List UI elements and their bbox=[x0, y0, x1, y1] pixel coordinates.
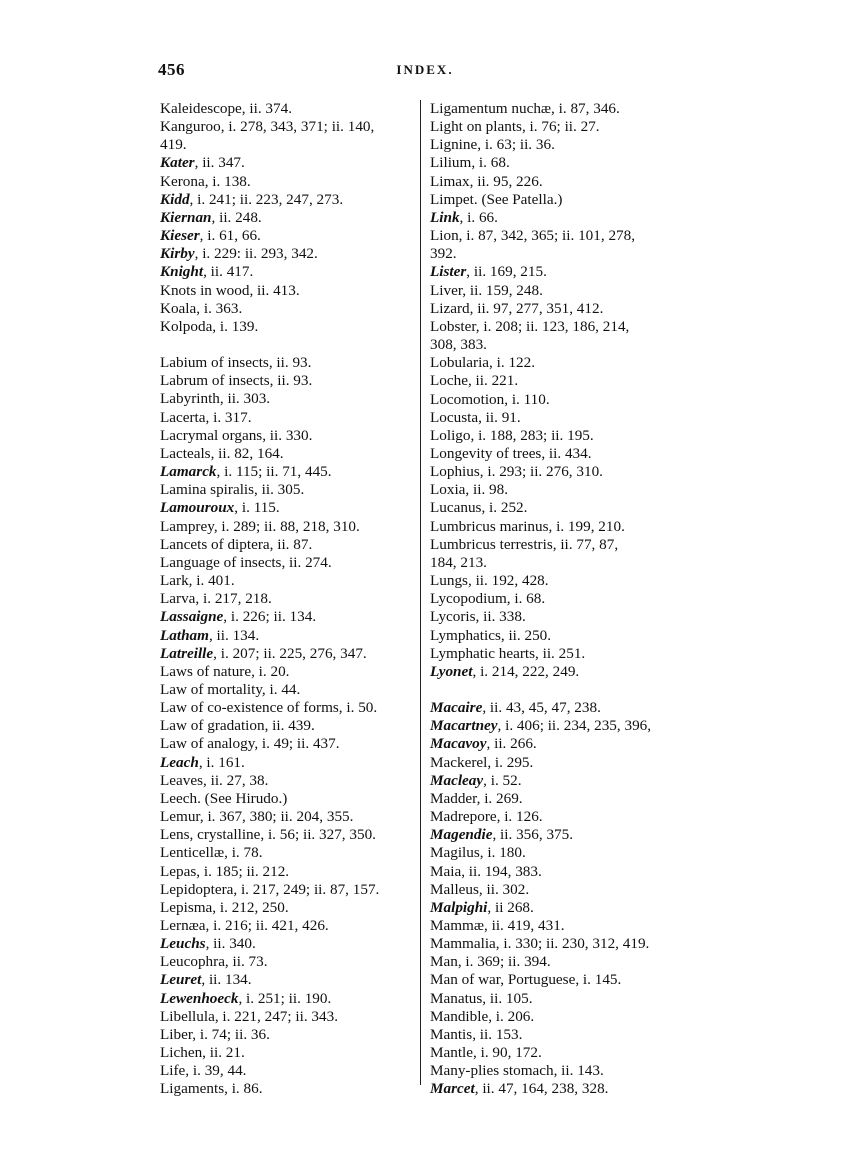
entry-text: Lucanus, i. 252. bbox=[430, 499, 528, 517]
index-entry bbox=[160, 1062, 422, 1080]
index-entry bbox=[430, 754, 692, 772]
index-entry bbox=[160, 990, 422, 1008]
index-entry bbox=[430, 663, 692, 681]
index-entry bbox=[160, 118, 422, 136]
author-name: Knight bbox=[160, 263, 204, 281]
entry-text: Kanguroo, i. 278, 343, 371; ii. 140, bbox=[160, 118, 375, 136]
index-column-left bbox=[160, 100, 422, 1099]
entry-text: , i. 61, 66. bbox=[199, 227, 261, 245]
entry-text: Man of war, Portuguese, i. 145. bbox=[430, 971, 622, 989]
index-entry bbox=[430, 372, 692, 390]
index-entry bbox=[430, 917, 692, 935]
entry-text: Lilium, i. 68. bbox=[430, 154, 510, 172]
entry-text: Lamprey, i. 289; ii. 88, 218, 310. bbox=[160, 517, 360, 535]
entry-text: , i. 207; ii. 225, 276, 347. bbox=[213, 644, 367, 662]
entry-text: , ii. 134. bbox=[208, 626, 260, 644]
entry-text: 308, 383. bbox=[430, 336, 487, 354]
entry-text: , i. 115; ii. 71, 445. bbox=[216, 463, 332, 481]
index-entry bbox=[430, 409, 692, 427]
entry-text: Law of analogy, i. 49; ii. 437. bbox=[160, 735, 340, 753]
entry-text: Law of gradation, ii. 439. bbox=[160, 717, 315, 735]
entry-text: Lark, i. 401. bbox=[160, 572, 235, 590]
entry-text: Kaleidescope, ii. 374. bbox=[160, 100, 293, 117]
index-entry bbox=[430, 1008, 692, 1026]
entry-text: Lepisma, i. 212, 250. bbox=[160, 898, 289, 916]
entry-text: , i. 251; ii. 190. bbox=[238, 989, 332, 1007]
entry-text: Lycoris, ii. 338. bbox=[430, 608, 526, 626]
index-entry bbox=[160, 390, 422, 408]
entry-text: Knots in wood, ii. 413. bbox=[160, 281, 300, 299]
entry-text: Lobularia, i. 122. bbox=[430, 354, 536, 372]
author-name: Marcet bbox=[430, 1080, 475, 1098]
entry-text: Lion, i. 87, 342, 365; ii. 101, 278, bbox=[430, 227, 636, 245]
index-entry bbox=[160, 282, 422, 300]
author-name: Magendie bbox=[430, 826, 493, 844]
index-entry bbox=[160, 953, 422, 971]
entry-text: , ii. 134. bbox=[201, 971, 252, 989]
index-entry bbox=[160, 881, 422, 899]
entry-text: Longevity of trees, ii. 434. bbox=[430, 444, 592, 462]
running-head: INDEX. bbox=[396, 62, 454, 77]
entry-text: , ii. 266. bbox=[486, 735, 537, 753]
author-name: Latreille bbox=[160, 644, 214, 662]
index-entry bbox=[160, 826, 422, 844]
author-name: Lamarck bbox=[160, 463, 217, 481]
index-entry bbox=[430, 136, 692, 154]
index-entry bbox=[160, 1008, 422, 1026]
index-entry bbox=[160, 1080, 422, 1098]
entry-text: Lemur, i. 367, 380; ii. 204, 355. bbox=[160, 808, 354, 826]
author-name: Malpighi bbox=[430, 898, 488, 916]
index-entry bbox=[430, 518, 692, 536]
entry-text: Lamina spiralis, ii. 305. bbox=[160, 481, 305, 499]
index-entry bbox=[430, 971, 692, 989]
index-entry bbox=[430, 481, 692, 499]
author-name: Kiernan bbox=[160, 208, 212, 226]
index-entry bbox=[160, 318, 422, 336]
index-entry bbox=[160, 735, 422, 753]
index-entry bbox=[160, 645, 422, 663]
index-entry bbox=[160, 499, 422, 517]
index-entry bbox=[430, 445, 692, 463]
entry-text: 392. bbox=[430, 245, 457, 263]
author-name: Leach bbox=[160, 753, 199, 771]
index-entry bbox=[430, 935, 692, 953]
index-entry bbox=[430, 808, 692, 826]
entry-text: Mantle, i. 90, 172. bbox=[430, 1044, 542, 1062]
entry-text: , i. 52. bbox=[483, 771, 522, 789]
entry-text: Magilus, i. 180. bbox=[430, 844, 526, 862]
entry-text: Life, i. 39, 44. bbox=[160, 1062, 247, 1080]
author-name: Kater bbox=[160, 154, 195, 172]
entry-text: Lepidoptera, i. 217, 249; ii. 87, 157. bbox=[160, 880, 380, 898]
index-entry bbox=[430, 100, 692, 118]
index-entry bbox=[430, 1044, 692, 1062]
entry-text: Laws of nature, i. 20. bbox=[160, 662, 290, 680]
index-entry bbox=[430, 772, 692, 790]
index-entry bbox=[160, 971, 422, 989]
entry-text: , i. 406; ii. 234, 235, 396, bbox=[497, 717, 652, 735]
section-gap bbox=[160, 336, 422, 354]
author-name: Macleay bbox=[430, 771, 484, 789]
index-entry bbox=[160, 191, 422, 209]
author-name: Leuchs bbox=[160, 935, 206, 953]
entry-text: Lymphatic hearts, ii. 251. bbox=[430, 644, 586, 662]
index-entry bbox=[430, 554, 692, 572]
entry-text: Labium of insects, ii. 93. bbox=[160, 354, 312, 372]
index-entry bbox=[430, 1080, 692, 1098]
entry-text: Mackerel, i. 295. bbox=[430, 753, 534, 771]
entry-text: Lignine, i. 63; ii. 36. bbox=[430, 136, 555, 154]
entry-text: Mantis, ii. 153. bbox=[430, 1025, 523, 1043]
index-entry bbox=[160, 173, 422, 191]
index-entry bbox=[430, 844, 692, 862]
index-entry bbox=[160, 808, 422, 826]
entry-text: Lobster, i. 208; ii. 123, 186, 214, bbox=[430, 317, 630, 335]
index-entry bbox=[430, 354, 692, 372]
author-name: Kirby bbox=[160, 245, 195, 263]
entry-text: Loligo, i. 188, 283; ii. 195. bbox=[430, 426, 594, 444]
entry-text: Lichen, ii. 21. bbox=[160, 1044, 245, 1062]
entry-text: Limax, ii. 95, 226. bbox=[430, 172, 543, 190]
author-name: Leuret bbox=[160, 971, 202, 989]
index-entry bbox=[160, 409, 422, 427]
index-entry bbox=[430, 300, 692, 318]
entry-text: , ii. 340. bbox=[205, 935, 256, 953]
index-entry bbox=[430, 627, 692, 645]
entry-text: Leech. (See Hirudo.) bbox=[160, 789, 288, 807]
index-entry bbox=[430, 590, 692, 608]
entry-text: Mammæ, ii. 419, 431. bbox=[430, 917, 565, 935]
index-entry bbox=[430, 318, 692, 336]
index-entry bbox=[430, 463, 692, 481]
index-entry bbox=[430, 391, 692, 409]
entry-text: , ii. 417. bbox=[203, 263, 254, 281]
author-name: Lister bbox=[430, 263, 467, 281]
author-name: Lamouroux bbox=[160, 499, 235, 517]
index-entry bbox=[160, 427, 422, 445]
index-entry bbox=[160, 554, 422, 572]
index-entry bbox=[430, 427, 692, 445]
entry-text: Liber, i. 74; ii. 36. bbox=[160, 1025, 270, 1043]
entry-text: 419. bbox=[160, 136, 187, 154]
index-entry bbox=[430, 735, 692, 753]
entry-text: Mammalia, i. 330; ii. 230, 312, 419. bbox=[430, 935, 650, 953]
entry-text: Light on plants, i. 76; ii. 27. bbox=[430, 118, 600, 136]
index-entry bbox=[160, 590, 422, 608]
index-entry bbox=[160, 935, 422, 953]
entry-text: Locomotion, i. 110. bbox=[430, 390, 550, 408]
entry-text: Lymphatics, ii. 250. bbox=[430, 626, 552, 644]
index-entry bbox=[430, 282, 692, 300]
author-name: Lyonet bbox=[430, 662, 473, 680]
entry-text: Larva, i. 217, 218. bbox=[160, 590, 272, 608]
index-entry bbox=[430, 881, 692, 899]
entry-text: Ligaments, i. 86. bbox=[160, 1080, 263, 1098]
entry-text: Leaves, ii. 27, 38. bbox=[160, 771, 269, 789]
index-entry bbox=[160, 263, 422, 281]
index-entry bbox=[160, 717, 422, 735]
entry-text: Madder, i. 269. bbox=[430, 789, 523, 807]
index-entry bbox=[430, 1062, 692, 1080]
author-name: Macartney bbox=[430, 717, 498, 735]
index-entry bbox=[430, 118, 692, 136]
entry-text: Lumbricus terrestris, ii. 77, 87, bbox=[430, 535, 619, 553]
entry-text: Liver, ii. 159, 248. bbox=[430, 281, 543, 299]
entry-text: , ii. 347. bbox=[194, 154, 245, 172]
entry-text: Law of mortality, i. 44. bbox=[160, 680, 301, 698]
section-gap bbox=[430, 681, 692, 699]
author-name: Kieser bbox=[160, 227, 200, 245]
entry-text: , i. 226; ii. 134. bbox=[223, 608, 317, 626]
entry-text: , ii. 47, 164, 238, 328. bbox=[474, 1080, 609, 1098]
entry-text: Loche, ii. 221. bbox=[430, 372, 519, 390]
index-entry bbox=[430, 863, 692, 881]
entry-text: Madrepore, i. 126. bbox=[430, 808, 543, 826]
entry-text: Lungs, ii. 192, 428. bbox=[430, 572, 549, 590]
index-entry bbox=[430, 899, 692, 917]
index-entry bbox=[160, 772, 422, 790]
entry-text: , i. 214, 222, 249. bbox=[472, 662, 580, 680]
entry-text: Manatus, ii. 105. bbox=[430, 989, 533, 1007]
entry-text: Lumbricus marinus, i. 199, 210. bbox=[430, 517, 625, 535]
entry-text: Lacerta, i. 317. bbox=[160, 408, 252, 426]
entry-text: Language of insects, ii. 274. bbox=[160, 553, 332, 571]
index-entry bbox=[430, 790, 692, 808]
index-entry bbox=[430, 1026, 692, 1044]
index-entry bbox=[160, 463, 422, 481]
index-entry bbox=[430, 191, 692, 209]
index-entry bbox=[430, 173, 692, 191]
entry-text: , i. 115. bbox=[234, 499, 280, 517]
entry-text: Labrum of insects, ii. 93. bbox=[160, 372, 313, 390]
index-entry bbox=[430, 336, 692, 354]
entry-text: Labyrinth, ii. 303. bbox=[160, 390, 271, 408]
entry-text: Limpet. (See Patella.) bbox=[430, 190, 563, 208]
index-entry bbox=[430, 209, 692, 227]
index-entry bbox=[430, 699, 692, 717]
index-entry bbox=[430, 154, 692, 172]
index-entry bbox=[160, 681, 422, 699]
entry-text: , i. 229: ii. 293, 342. bbox=[194, 245, 318, 263]
index-entry bbox=[160, 699, 422, 717]
index-entry bbox=[160, 572, 422, 590]
index-entry bbox=[160, 790, 422, 808]
index-entry bbox=[160, 863, 422, 881]
index-entry bbox=[160, 899, 422, 917]
entry-text: , ii. 169, 215. bbox=[466, 263, 547, 281]
index-entry bbox=[430, 263, 692, 281]
index-entry bbox=[160, 518, 422, 536]
index-entry bbox=[430, 536, 692, 554]
index-entry bbox=[160, 481, 422, 499]
index-entry bbox=[430, 227, 692, 245]
entry-text: Lepas, i. 185; ii. 212. bbox=[160, 862, 290, 880]
index-entry bbox=[430, 499, 692, 517]
index-entry bbox=[160, 1044, 422, 1062]
column-divider bbox=[420, 100, 421, 1085]
entry-text: Lophius, i. 293; ii. 276, 310. bbox=[430, 463, 603, 481]
author-name: Lewenhoeck bbox=[160, 989, 239, 1007]
index-entry bbox=[430, 717, 692, 735]
index-entry bbox=[160, 627, 422, 645]
entry-text: Loxia, ii. 98. bbox=[430, 481, 509, 499]
entry-text: Lacrymal organs, ii. 330. bbox=[160, 426, 313, 444]
index-column-right bbox=[430, 100, 692, 1099]
entry-text: Maia, ii. 194, 383. bbox=[430, 862, 542, 880]
index-entry bbox=[160, 1026, 422, 1044]
entry-text: , ii 268. bbox=[487, 898, 534, 916]
author-name: Macavoy bbox=[430, 735, 487, 753]
index-entry bbox=[160, 844, 422, 862]
entry-text: Libellula, i. 221, 247; ii. 343. bbox=[160, 1007, 339, 1025]
entry-text: , ii. 43, 45, 47, 238. bbox=[482, 699, 601, 717]
index-entry bbox=[430, 572, 692, 590]
entry-text: Mandible, i. 206. bbox=[430, 1007, 535, 1025]
entry-text: 184, 213. bbox=[430, 553, 487, 571]
author-name: Macaire bbox=[430, 699, 483, 717]
entry-text: , i. 66. bbox=[459, 208, 498, 226]
entry-text: , i. 241; ii. 223, 247, 273. bbox=[189, 190, 344, 208]
entry-text: , ii. 356, 375. bbox=[492, 826, 574, 844]
entry-text: , ii. 248. bbox=[211, 208, 262, 226]
index-entry bbox=[430, 608, 692, 626]
author-name: Lassaigne bbox=[160, 608, 224, 626]
author-name: Link bbox=[430, 208, 460, 226]
index-entry bbox=[160, 227, 422, 245]
page-number: 456 bbox=[158, 60, 185, 79]
index-entry bbox=[160, 354, 422, 372]
index-entry bbox=[430, 645, 692, 663]
entry-text: Lenticellæ, i. 78. bbox=[160, 844, 263, 862]
entry-text: Kerona, i. 138. bbox=[160, 172, 251, 190]
entry-text: Locusta, ii. 91. bbox=[430, 408, 521, 426]
entry-text: Lacteals, ii. 82, 164. bbox=[160, 444, 284, 462]
entry-text: , i. 161. bbox=[198, 753, 245, 771]
entry-text: Malleus, ii. 302. bbox=[430, 880, 530, 898]
index-entry bbox=[160, 209, 422, 227]
index-entry bbox=[430, 953, 692, 971]
entry-text: Lancets of diptera, ii. 87. bbox=[160, 535, 313, 553]
index-entry bbox=[160, 663, 422, 681]
entry-text: Kolpoda, i. 139. bbox=[160, 317, 259, 335]
entry-text: Lizard, ii. 97, 277, 351, 412. bbox=[430, 299, 604, 317]
index-entry bbox=[160, 372, 422, 390]
index-entry bbox=[160, 754, 422, 772]
index-entry bbox=[160, 536, 422, 554]
entry-text: Many-plies stomach, ii. 143. bbox=[430, 1062, 604, 1080]
author-name: Latham bbox=[160, 626, 209, 644]
entry-text: Lycopodium, i. 68. bbox=[430, 590, 546, 608]
author-name: Kidd bbox=[160, 190, 190, 208]
index-entry bbox=[160, 917, 422, 935]
index-entry bbox=[160, 154, 422, 172]
entry-text: Lernæa, i. 216; ii. 421, 426. bbox=[160, 917, 329, 935]
index-entry bbox=[160, 136, 422, 154]
entry-text: Man, i. 369; ii. 394. bbox=[430, 953, 551, 971]
index-entry bbox=[160, 300, 422, 318]
index-entry bbox=[160, 245, 422, 263]
index-entry bbox=[430, 826, 692, 844]
entry-text: Law of co-existence of forms, i. 50. bbox=[160, 699, 378, 717]
entry-text: Leucophra, ii. 73. bbox=[160, 953, 268, 971]
entry-text: Lens, crystalline, i. 56; ii. 327, 350. bbox=[160, 826, 376, 844]
index-entry bbox=[430, 245, 692, 263]
index-entry bbox=[160, 445, 422, 463]
index-entry bbox=[160, 608, 422, 626]
entry-text: Ligamentum nuchæ, i. 87, 346. bbox=[430, 100, 620, 117]
index-entry bbox=[160, 100, 422, 118]
entry-text: Koala, i. 363. bbox=[160, 299, 243, 317]
index-entry bbox=[430, 990, 692, 1008]
